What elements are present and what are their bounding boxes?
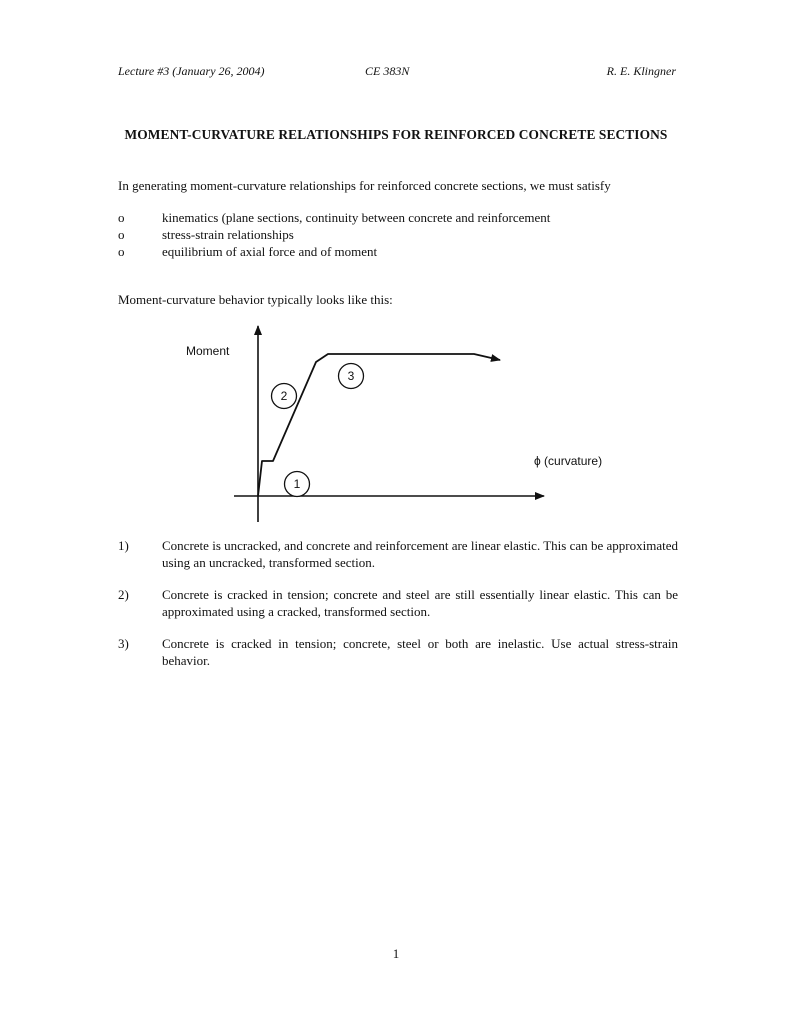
- page-number: 1: [392, 946, 400, 961]
- item-number: 2): [118, 587, 129, 602]
- region-2-label: 2: [280, 389, 288, 403]
- list-item: [118, 210, 678, 227]
- item-text: Concrete is uncracked, and concrete and reinforcement are linear elastic. This can be approximated using an uncracked, transformed section.: [162, 538, 678, 570]
- figure-svg: [180, 320, 603, 530]
- moment-curvature-figure: [180, 320, 603, 530]
- bullet-mark: o: [118, 244, 125, 259]
- intro-paragraph: In generating moment-curvature relationships for reinforced concrete sections, we must satisfy: [118, 178, 611, 193]
- list-item: [118, 244, 678, 261]
- y-axis-label: Moment: [186, 344, 230, 358]
- bullet-text: equilibrium of axial force and of moment: [162, 244, 378, 259]
- list-item: [118, 227, 678, 244]
- list-item: [118, 636, 678, 669]
- bullet-text: stress-strain relationships: [162, 227, 294, 242]
- list-item: [118, 587, 678, 620]
- list-item: [118, 538, 678, 571]
- header-course: CE 383N: [365, 64, 410, 78]
- header-lecture: Lecture #3 (January 26, 2004): [118, 64, 265, 78]
- region-3-label: 3: [347, 369, 355, 383]
- x-axis-label: ϕ (curvature): [534, 454, 603, 468]
- bullet-mark: o: [118, 210, 125, 225]
- item-number: 1): [118, 538, 129, 553]
- behavior-regions-list: [118, 538, 678, 685]
- item-number: 3): [118, 636, 129, 651]
- header-author: R. E. Klingner: [606, 64, 676, 78]
- bullet-mark: o: [118, 227, 125, 242]
- item-text: Concrete is cracked in tension; concrete, steel or both are inelastic. Use actual stress-strain behavior.: [162, 636, 678, 668]
- bullet-text: kinematics (plane sections, continuity between concrete and reinforcement: [162, 210, 551, 225]
- item-text: Concrete is cracked in tension; concrete and steel are still essentially linear elastic. This can be approximated using a cracked, transformed section.: [162, 587, 678, 619]
- requirements-list: [118, 210, 678, 261]
- region-1-label: 1: [293, 477, 301, 491]
- page-title: MOMENT-CURVATURE RELATIONSHIPS FOR REINFORCED CONCRETE SECTIONS: [124, 127, 668, 142]
- page-header: [118, 64, 676, 82]
- figure-lead-in: Moment-curvature behavior typically looks like this:: [118, 292, 393, 307]
